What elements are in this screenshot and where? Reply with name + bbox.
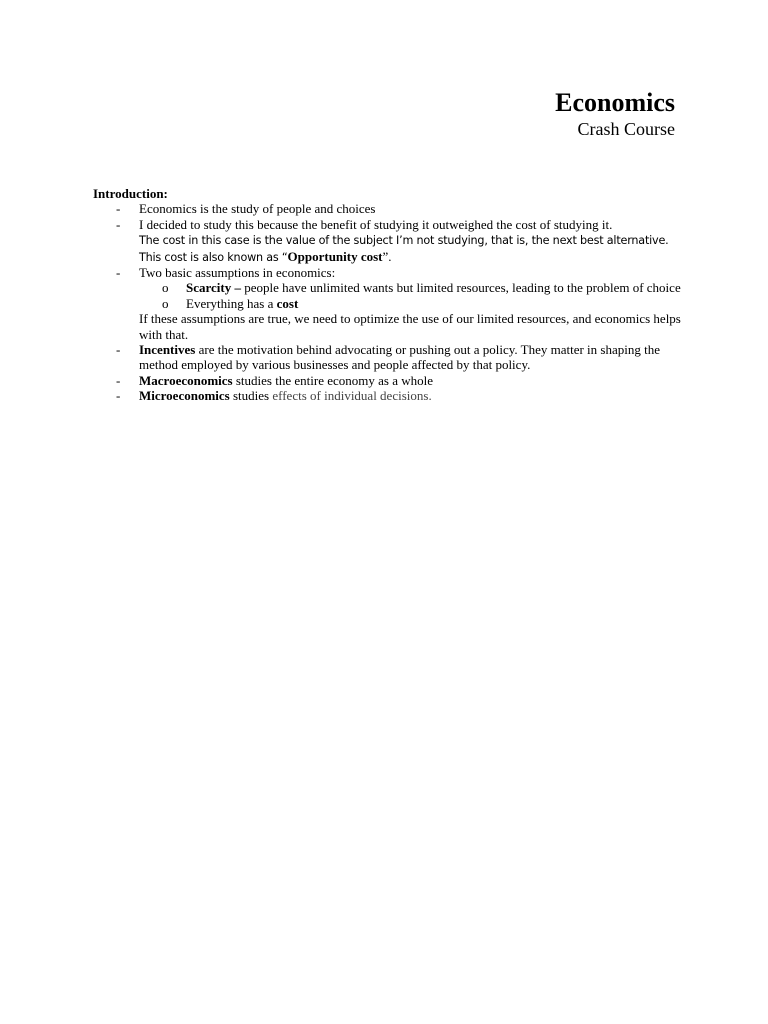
- bullet-dash: -: [116, 342, 121, 358]
- item-text-tail: ”.: [382, 248, 392, 264]
- section-heading: Introduction:: [93, 186, 168, 201]
- item-text: Economics is the study of people and choices: [139, 201, 376, 217]
- bullet-dash: -: [116, 372, 121, 388]
- item-text: I decided to study this because the benefit of studying it outweighed the cost of studying it.: [139, 216, 613, 232]
- bullet-dash: -: [116, 388, 121, 404]
- bullet-circle: o: [162, 295, 169, 311]
- sub-item-text: people have unlimited wants but limited resources, leading to the problem of choice: [241, 280, 681, 296]
- term-macroeconomics: Macroeconomics: [139, 372, 233, 388]
- term-cost: cost: [276, 295, 299, 311]
- title-block: [555, 88, 675, 140]
- term-microeconomics: Microeconomics: [139, 388, 230, 404]
- list-item: [93, 265, 683, 280]
- document-subtitle: Crash Course: [577, 119, 675, 139]
- sub-list-item: [93, 280, 683, 295]
- item-text: are the motivation behind advocating or pushing out a policy. They matter in shaping the method employed by various businesses and people affected by that policy.: [139, 342, 660, 373]
- item-text: Two basic assumptions in economics:: [139, 265, 336, 281]
- item-text-gray: effects of individual decisions.: [272, 388, 432, 404]
- paragraph: If these assumptions are true, we need to optimize the use of our limited resources, and economics helps with that.: [139, 311, 681, 342]
- term-scarcity: Scarcity –: [186, 280, 241, 296]
- bullet-dash: -: [116, 201, 121, 217]
- document-title: Economics: [555, 88, 675, 117]
- bullet-dash: -: [116, 216, 121, 232]
- item-text: studies: [229, 388, 273, 404]
- bullet-dash: -: [116, 265, 121, 281]
- bullet-circle: o: [162, 280, 169, 296]
- term-opportunity-cost: Opportunity cost: [287, 248, 383, 264]
- sub-item-text: Everything has a: [186, 295, 277, 311]
- list-item: [93, 217, 683, 265]
- sub-list-item: [93, 296, 683, 311]
- item-text: studies the entire economy as a whole: [232, 372, 433, 388]
- list-item: [93, 342, 683, 373]
- list-item: [93, 201, 683, 216]
- introduction-section: [93, 186, 683, 404]
- term-incentives: Incentives: [139, 342, 196, 358]
- list-item: [93, 373, 683, 388]
- item-text-continued: The cost in this case is the value of the subject I’m not studying, that is, the next best alternative. This cost is also known as “: [139, 234, 669, 264]
- list-item: [93, 388, 683, 403]
